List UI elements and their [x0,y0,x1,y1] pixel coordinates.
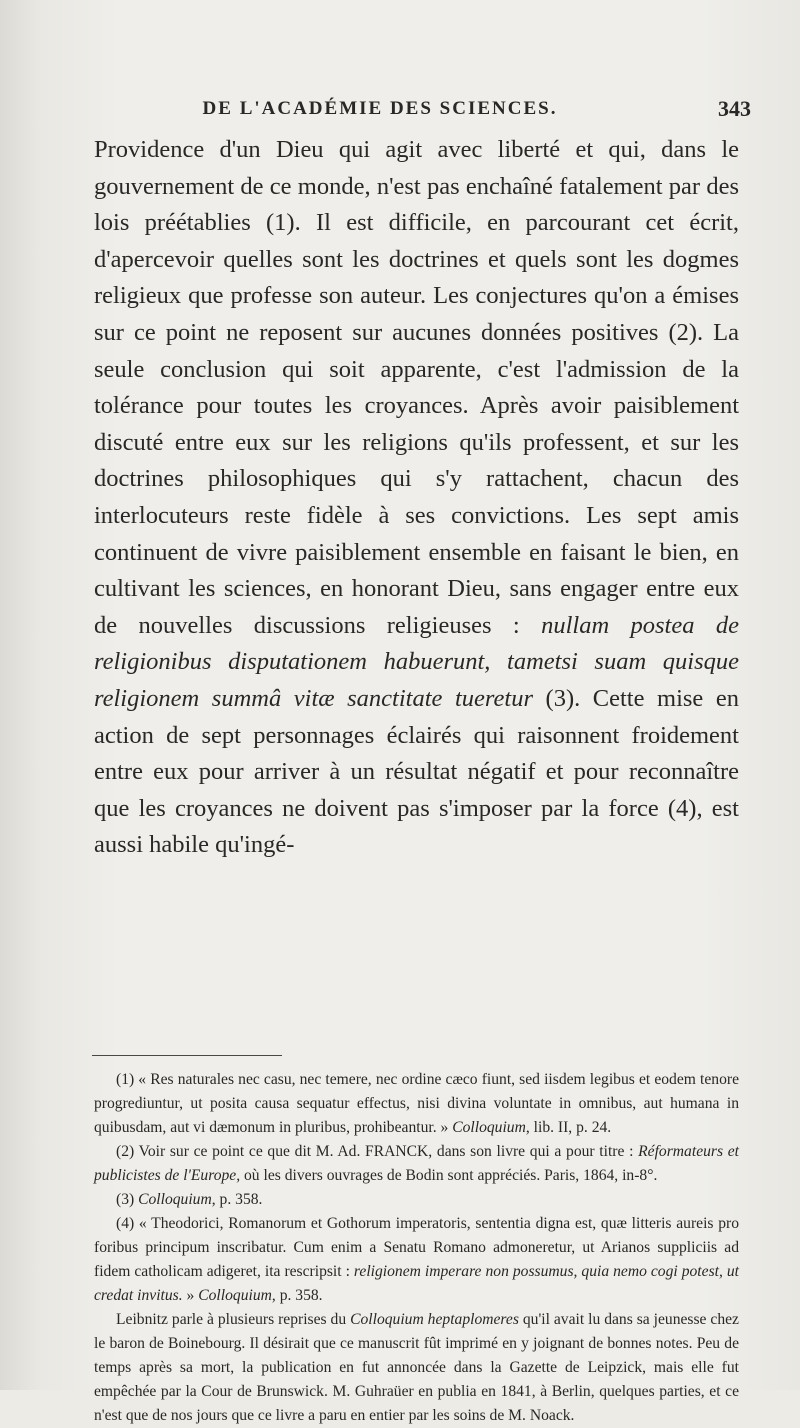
footnote-text: (3) [116,1191,139,1208]
main-paragraph [94,132,739,864]
footnote-4 [94,1212,739,1308]
footnote-text: (1) « Res naturales nec casu, nec temere, nec ordine cæco fiunt, sed iisdem legibus et eodem tenore progrediuntur, ut posita causa sequatur effectus, nisi divina voluntate in omnibus, aut humana in quibusdam, aut vi dæmonum in pluribus, prohibeantur. » [94,1071,739,1136]
footnote-quotation: religionem imperare non possumus, quia nemo cogi potest, ut credat invitus. [94,1263,739,1304]
footnote-2 [94,1140,739,1188]
footnote-text: (4) « Theodorici, Romanorum et Gothorum imperatoris, sententia digna est, quæ litteris aureis pro foribus principum inscribatur. Cum enim a Senatu Romano admoneretur, ut Arianos suppliciis ad fidem catholicam adigeret, ita rescripsit : [94,1215,739,1280]
footnote-text: » [182,1287,199,1304]
footnote-1 [94,1068,739,1140]
footnote-text: , p. 358. [211,1191,263,1208]
footnote-text: , lib. II, p. 24. [525,1119,612,1136]
latin-quotation: nullam postea de religionibus disputationem habuerunt, tametsi suam quisque religionem summâ vitæ sanctitate tueretur [94,611,739,712]
footnote-3 [94,1188,739,1212]
paragraph-text-end: (3). Cette mise en action de sept personnages éclairés qui raisonnent froidement entre eux pour arriver à un résultat négatif et pour reconnaître que les croyances ne doivent pas s'imposer par la force (4), est aussi habile qu'ingé- [94,684,739,859]
footnote-text: Leibnitz parle à plusieurs reprises du [116,1311,351,1328]
footnote-4-continued [94,1308,739,1428]
footnote-text: qu'il avait lu dans sa jeunesse chez le baron de Boinebourg. Il désirait que ce manuscrit fût imprimé en y joignant de bonnes notes. Peu de temps après sa mort, la publication en fut annoncée dans la Gazette de Leipzick, mais elle fut empêchée par la Cour de Brunswick. M. Guhraüer en publia en 1841, à Berlin, quelques parties, et ce n'est que de nos jours que ce livre a paru en entier par les soins de M. Noack. [94,1311,739,1424]
paragraph-text: Providence d'un Dieu qui agit avec liberté et qui, dans le gouvernement de ce monde, n'est pas enchaîné fatalement par des lois préétablies (1). Il est difficile, en parcourant cet écrit, d'apercevoir quelles sont les doctrines et quels sont les dogmes religieux que professe son auteur. Les conjectures qu'on a émises sur ce point ne reposent sur aucunes données positives (2). La seule conclusion qui soit apparente, c'est l'admission de la tolérance pour toutes les croyances. Après avoir paisiblement discuté entre eux sur les religions qu'ils professent, et sur les doctrines philosophiques qui s'y rattachent, chacun des interlocuteurs reste fidèle à ses convictions. Les sept amis continuent de vivre paisiblement ensemble en faisant le bien, en cultivant les sciences, en honorant Dieu, sans engager entre eux de nouvelles discussions religieuses : [94,136,739,639]
footnote-reference: Colloquium [138,1191,212,1208]
footnote-book-title: Réformateurs et publicistes de l'Europe, [94,1143,739,1184]
page-number: 343 [718,96,751,121]
footnote-text: (2) Voir sur ce point ce que dit M. Ad. FRANCK, dans son livre qui a pour titre : [116,1143,639,1160]
footnote-divider [92,1055,282,1056]
footnote-text: , p. 358. [271,1287,323,1304]
footnote-book-title: Colloquium heptaplomeres [350,1311,519,1328]
footnotes [94,1068,739,1428]
footnote-reference: Colloquium [198,1287,272,1304]
footnote-reference: Colloquium [452,1119,526,1136]
footnote-text: où les divers ouvrages de Bodin sont appréciés. Paris, 1864, in-8°. [240,1167,658,1184]
running-title: DE L'ACADÉMIE DES SCIENCES. [202,98,558,119]
